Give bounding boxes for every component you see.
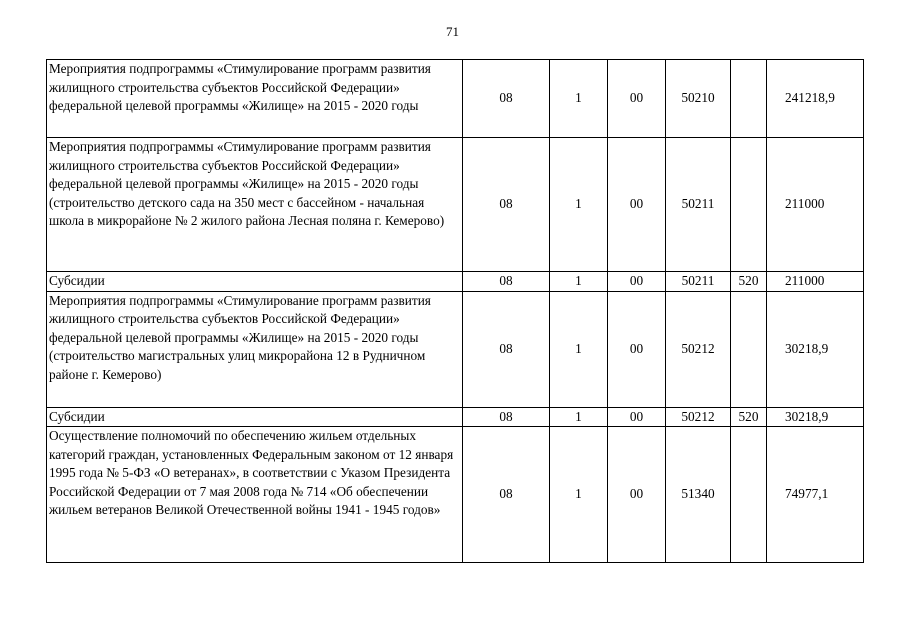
amount: 241218,9 <box>767 60 864 138</box>
section-code: 08 <box>463 291 550 407</box>
subprogram-code: 00 <box>608 60 666 138</box>
row-description: Субсидии <box>47 407 463 427</box>
program-code: 1 <box>550 138 608 272</box>
program-code: 1 <box>550 291 608 407</box>
row-description: Мероприятия подпрограммы «Стимулирование программ развития жилищного строительства субъектов Российской Федерации» федеральной целевой программы «Жилище» на 2015 - 2020 годы (строительство детского сада на 350 мест с бассейном - начальная школа в микрорайоне № 2 жилого района Лесная поляна г. Кемерово) <box>47 138 463 272</box>
program-code: 1 <box>550 272 608 292</box>
direction-code: 50212 <box>666 407 731 427</box>
page-number: 71 <box>446 24 459 39</box>
expense-type-code <box>731 60 767 138</box>
program-code: 1 <box>550 60 608 138</box>
subprogram-code: 00 <box>608 407 666 427</box>
direction-code: 50210 <box>666 60 731 138</box>
section-code: 08 <box>463 272 550 292</box>
subprogram-code: 00 <box>608 272 666 292</box>
direction-code: 50212 <box>666 291 731 407</box>
subprogram-code: 00 <box>608 427 666 563</box>
amount: 30218,9 <box>767 291 864 407</box>
section-code: 08 <box>463 60 550 138</box>
amount: 74977,1 <box>767 427 864 563</box>
table-row <box>47 427 864 563</box>
expense-type-code <box>731 427 767 563</box>
subprogram-code: 00 <box>608 138 666 272</box>
expense-type-code: 520 <box>731 272 767 292</box>
table-row <box>47 272 864 292</box>
section-code: 08 <box>463 407 550 427</box>
section-code: 08 <box>463 138 550 272</box>
table-row <box>47 60 864 138</box>
row-description: Осуществление полномочий по обеспечению жильем отдельных категорий граждан, установленных Федеральным законом от 12 января 1995 года № 5-ФЗ «О ветеранах», в соответствии с Указом Президента Российской Федерации от 7 мая 2008 года № 714 «Об обеспечении жильем ветеранов Великой Отечественной войны 1941 - 1945 годов» <box>47 427 463 563</box>
direction-code: 50211 <box>666 138 731 272</box>
direction-code: 51340 <box>666 427 731 563</box>
amount: 211000 <box>767 138 864 272</box>
program-code: 1 <box>550 427 608 563</box>
table-row <box>47 138 864 272</box>
row-description: Мероприятия подпрограммы «Стимулирование программ развития жилищного строительства субъектов Российской Федерации» федеральной целевой программы «Жилище» на 2015 - 2020 годы <box>47 60 463 138</box>
expense-type-code: 520 <box>731 407 767 427</box>
row-description: Субсидии <box>47 272 463 292</box>
table-row <box>47 407 864 427</box>
section-code: 08 <box>463 427 550 563</box>
direction-code: 50211 <box>666 272 731 292</box>
amount: 30218,9 <box>767 407 864 427</box>
expense-type-code <box>731 291 767 407</box>
expense-type-code <box>731 138 767 272</box>
table-row <box>47 291 864 407</box>
amount: 211000 <box>767 272 864 292</box>
program-code: 1 <box>550 407 608 427</box>
subprogram-code: 00 <box>608 291 666 407</box>
row-description: Мероприятия подпрограммы «Стимулирование программ развития жилищного строительства субъектов Российской Федерации» федеральной целевой программы «Жилище» на 2015 - 2020 годы (строительство магистральных улиц микрорайона 12 в Рудничном районе г. Кемерово) <box>47 291 463 407</box>
budget-table <box>46 59 864 563</box>
